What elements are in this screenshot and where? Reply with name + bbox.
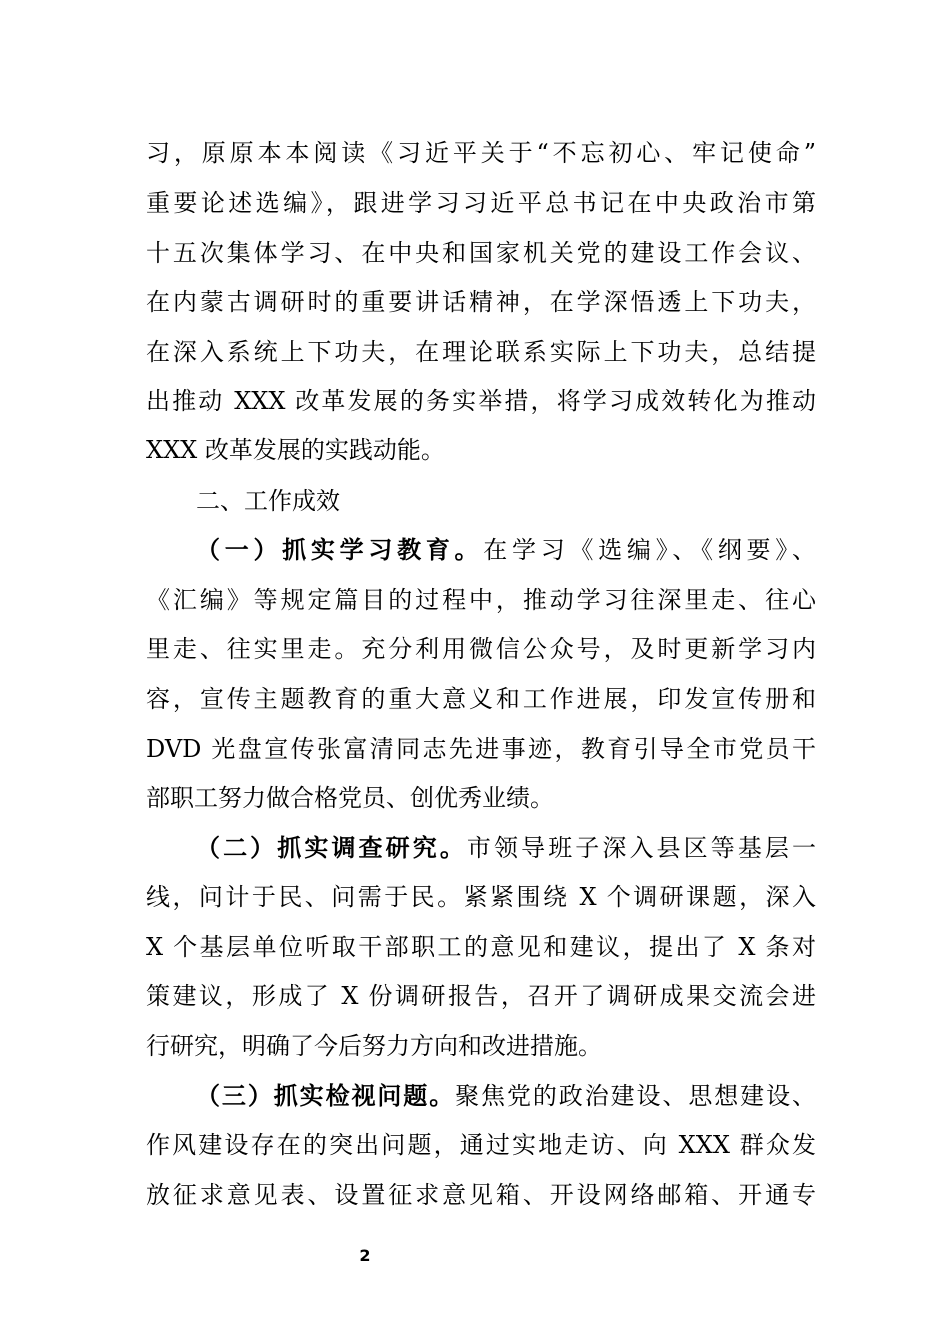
paragraph-title: （一）抓实学习教育。 (196, 536, 484, 564)
body-line: 十五次集体学习、在中央和国家机关党的建设工作会议、 (146, 239, 816, 267)
page-number: 2 (359, 1246, 371, 1265)
body-line: 作风建设存在的突出问题，通过实地走访、向 XXX 群众发 (146, 1131, 816, 1159)
section-heading: 二、工作成效 (196, 487, 340, 515)
paragraph-text: 市领导班子深入县区等基层一 (466, 834, 817, 862)
body-line: 里走、往实里走。充分利用微信公众号，及时更新学习内 (146, 635, 816, 663)
paragraph-title: （二）抓实调查研究。 (196, 834, 467, 862)
body-line: 部职工努力做合格党员、创优秀业绩。 (146, 784, 554, 812)
paragraph-text: 聚焦党的政治建设、思想建设、 (455, 1082, 817, 1110)
body-line: 习，原原本本阅读《习近平关于“不忘初心、牢记使命” (146, 139, 816, 167)
body-line: 重要论述选编》，跟进学习习近平总书记在中央政治市第 (146, 189, 816, 217)
paragraph-first-line (196, 535, 816, 565)
body-line: 容，宣传主题教育的重大意义和工作进展，印发宣传册和 (146, 685, 816, 713)
paragraph-title: （三）抓实检视问题。 (196, 1082, 456, 1110)
paragraph-first-line (196, 1081, 816, 1111)
body-line: X 个基层单位听取干部职工的意见和建议，提出了 X 条对 (146, 933, 816, 961)
body-line: 线，问计于民、问需于民。紧紧围绕 X 个调研课题，深入 (146, 883, 816, 911)
paragraph-text: 在学习《选编》、《纲要》、 (483, 536, 817, 564)
body-line: 出推动 XXX 改革发展的务实举措，将学习成效转化为推动 (146, 387, 816, 415)
body-line: 行研究，明确了今后努力方向和改进措施。 (146, 1032, 602, 1060)
body-line: 《汇编》等规定篇目的过程中，推动学习往深里走、往心 (146, 586, 816, 614)
body-line: 放征求意见表、设置征求意见箱、开设网络邮箱、开通专 (146, 1181, 816, 1209)
body-line: XXX 改革发展的实践动能。 (146, 436, 445, 464)
body-line: DVD 光盘宣传张富清同志先进事迹，教育引导全市党员干 (146, 735, 816, 763)
body-line: 在深入系统上下功夫，在理论联系实际上下功夫，总结提 (146, 338, 816, 366)
body-line: 策建议，形成了 X 份调研报告，召开了调研成果交流会进 (146, 982, 816, 1010)
body-line: 在内蒙古调研时的重要讲话精神，在学深悟透上下功夫， (146, 288, 816, 316)
paragraph-first-line (196, 833, 816, 863)
